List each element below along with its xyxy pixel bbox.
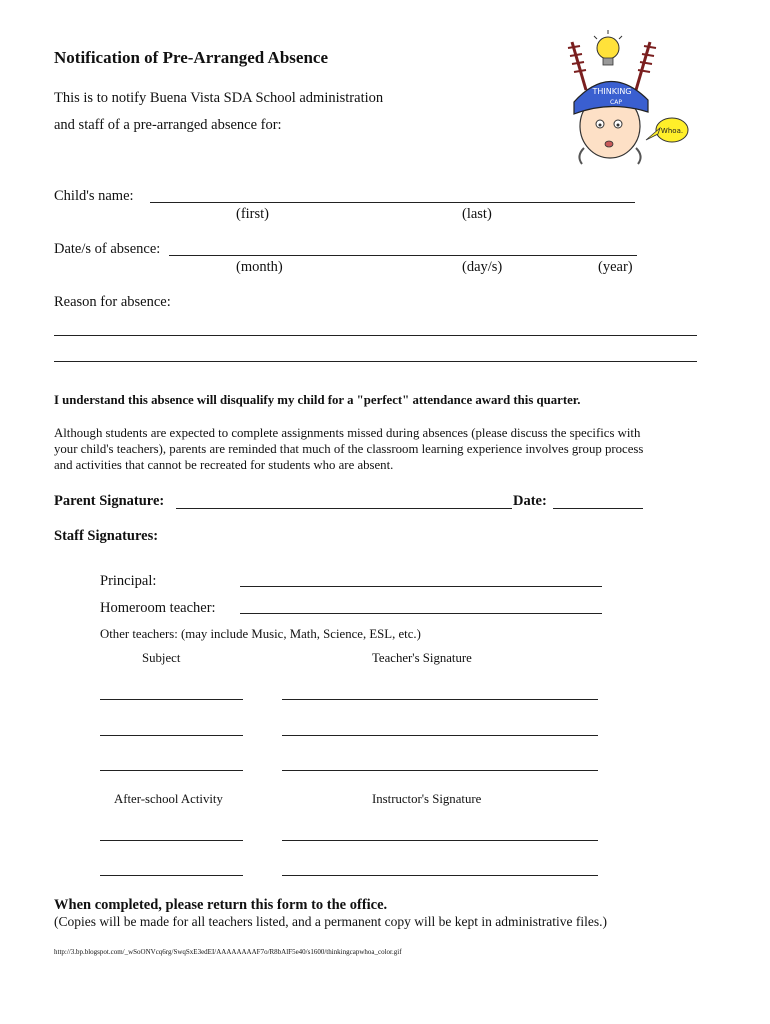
disqualify-notice: I understand this absence will disqualify my child for a "perfect" attendance award this quarter. xyxy=(54,393,581,407)
subject-field-3[interactable] xyxy=(100,770,243,771)
paragraph-line-3: and activities that cannot be recreated for students who are absent. xyxy=(54,458,394,472)
child-name-label: Child's name: xyxy=(54,188,134,204)
thinking-cap-logo xyxy=(560,28,690,168)
activity-field-2[interactable] xyxy=(100,875,243,876)
source-url: http://3.bp.blogspot.com/_wSoONVcq6rg/SwqSxE3edEI/AAAAAAAAF7o/R8bAlF5e40/s1600/thinkingcapwhoa_color.gif xyxy=(54,948,402,956)
first-name-caption: (first) xyxy=(236,206,270,222)
date-field[interactable] xyxy=(553,508,643,509)
dates-label: Date/s of absence: xyxy=(54,241,161,257)
homeroom-label: Homeroom teacher: xyxy=(100,600,216,616)
intro-line-1: This is to notify Buena Vista SDA School administration xyxy=(54,90,384,106)
day-caption: (day/s) xyxy=(462,259,503,275)
copies-notice: (Copies will be made for all teachers listed, and a permanent copy will be kept in administrative files.) xyxy=(54,914,607,929)
subject-header: Subject xyxy=(142,651,181,665)
reason-field-line-2[interactable] xyxy=(54,361,697,362)
subject-field-2[interactable] xyxy=(100,735,243,736)
cap-text-2: CAP xyxy=(610,99,622,106)
principal-signature-field[interactable] xyxy=(240,586,602,587)
parent-signature-field[interactable] xyxy=(176,508,512,509)
teacher-signature-field-1[interactable] xyxy=(282,699,598,700)
instructor-signature-field-1[interactable] xyxy=(282,840,598,841)
bubble-text: Whoa. xyxy=(660,127,684,135)
return-notice: When completed, please return this form to the office. xyxy=(54,897,388,913)
date-label: Date: xyxy=(513,493,547,509)
activity-field-1[interactable] xyxy=(100,840,243,841)
teacher-signature-field-3[interactable] xyxy=(282,770,598,771)
paragraph-line-1: Although students are expected to complete assignments missed during absences (please discuss the specifics with xyxy=(54,426,641,440)
activity-header: After-school Activity xyxy=(114,792,223,806)
principal-label: Principal: xyxy=(100,573,157,589)
dates-field[interactable] xyxy=(169,255,637,256)
year-caption: (year) xyxy=(598,259,633,275)
page-title: Notification of Pre-Arranged Absence xyxy=(54,48,328,67)
thinking-cap-illustration xyxy=(560,28,690,168)
child-name-field[interactable] xyxy=(150,202,635,203)
subject-field-1[interactable] xyxy=(100,699,243,700)
teacher-signature-field-2[interactable] xyxy=(282,735,598,736)
instructor-signature-field-2[interactable] xyxy=(282,875,598,876)
reason-field-line-1[interactable] xyxy=(54,335,697,336)
intro-line-2: and staff of a pre-arranged absence for: xyxy=(54,117,282,133)
parent-signature-label: Parent Signature: xyxy=(54,493,165,509)
staff-signatures-label: Staff Signatures: xyxy=(54,528,159,544)
instructor-signature-header: Instructor's Signature xyxy=(372,792,482,806)
month-caption: (month) xyxy=(236,259,283,275)
other-teachers-label: Other teachers: (may include Music, Math, Science, ESL, etc.) xyxy=(100,627,421,641)
last-name-caption: (last) xyxy=(462,206,492,222)
teacher-signature-header: Teacher's Signature xyxy=(372,651,472,665)
reason-label: Reason for absence: xyxy=(54,294,171,310)
homeroom-signature-field[interactable] xyxy=(240,613,602,614)
cap-text-1: THINKING xyxy=(592,87,632,96)
paragraph-line-2: your child's teachers), parents are reminded that much of the classroom learning experience involves group process xyxy=(54,442,644,456)
